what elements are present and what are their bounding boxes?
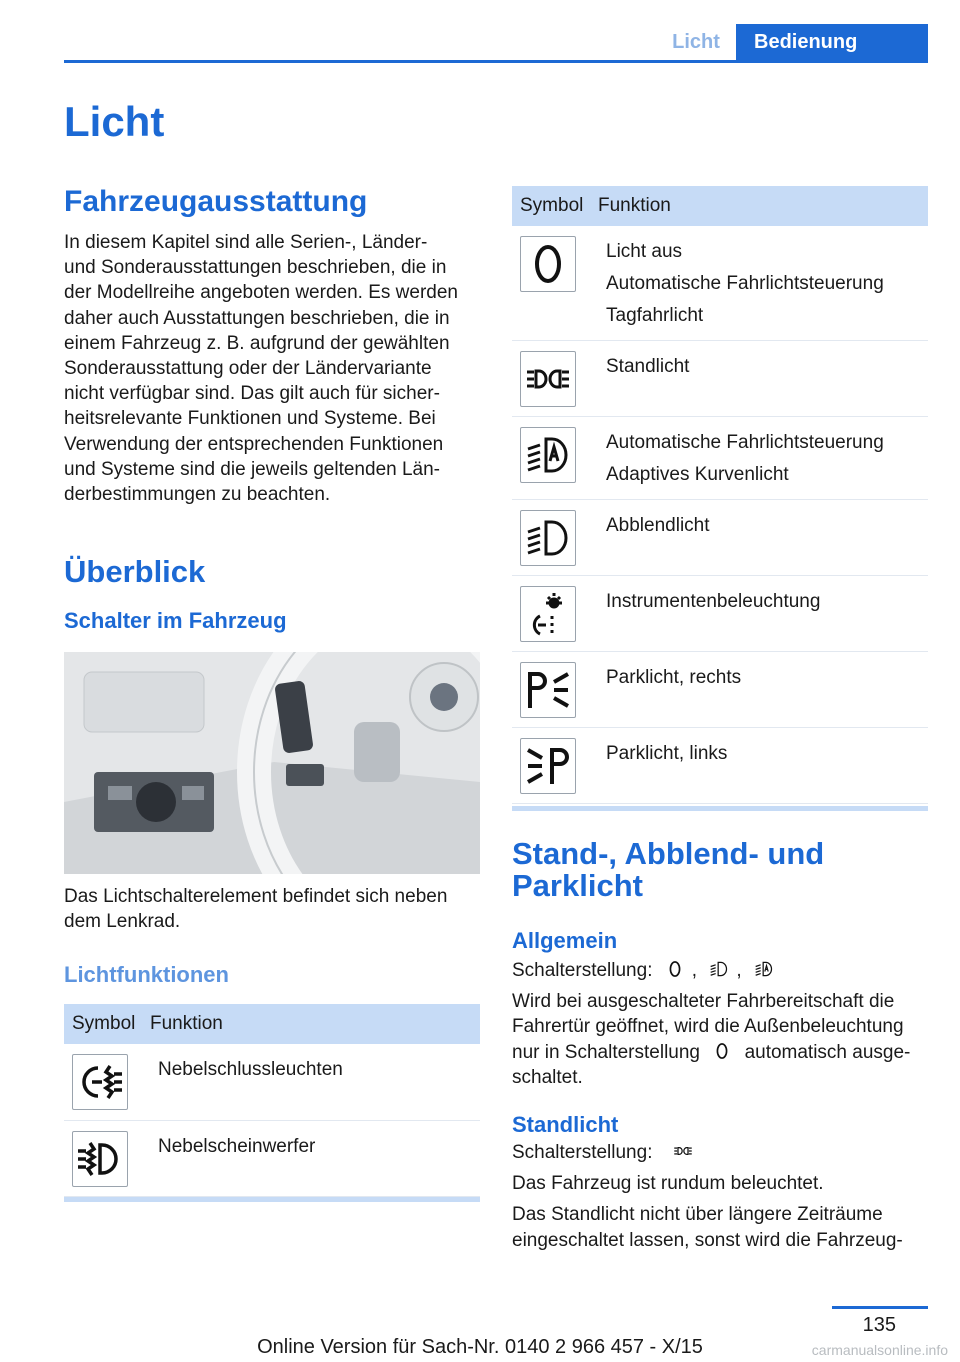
header-rule — [64, 60, 928, 63]
light-off-icon — [709, 1041, 735, 1061]
page-header — [0, 0, 960, 62]
page-title: Licht — [64, 98, 165, 145]
auto-light-icon — [520, 427, 576, 483]
auto-light-icon — [751, 959, 777, 979]
section-caption — [64, 884, 480, 988]
section-ueberblick — [64, 556, 480, 634]
section-fahrzeugausstattung — [64, 186, 480, 507]
table-left-container — [64, 1004, 480, 1202]
table-left — [64, 1004, 480, 1197]
park-right-icon — [520, 662, 576, 718]
low-beam-icon — [520, 510, 576, 566]
footer-rule — [832, 1306, 928, 1309]
steering-wheel-photo — [64, 652, 480, 874]
header-tab-chapter[interactable]: Bedienung — [736, 24, 928, 60]
photo-caption: Das Lichtschalterelement befindet sich neben dem Lenkrad. — [64, 886, 448, 933]
heading-standlicht: Standlicht — [512, 1112, 619, 1138]
parking-lights-icon — [662, 1141, 704, 1161]
heading-stand-abblend: Stand-, Abblend- und Parklicht — [512, 836, 825, 903]
park-left-icon — [520, 738, 576, 794]
table-row: Parklicht, rechts — [512, 652, 928, 728]
table-right — [512, 186, 928, 804]
footer-version-text: Online Version für Sach-Nr. 0140 2 966 457 - X/15 — [257, 1336, 703, 1358]
light-off-icon — [520, 236, 576, 292]
page-number: 135 — [862, 1314, 896, 1336]
heading-allgemein: Allgemein — [512, 928, 618, 953]
allgemein-paragraph: Schalterstellung: , , Wird bei ausgeschalteter Fahrbereitschaft die Fahrertür geöffnet, wird die Außenbeleuchtung nur in Schalterstellung automatisch ausge- schaltet. — [512, 958, 928, 1090]
table-row: Nebelscheinwerfer — [64, 1120, 480, 1196]
watermark: carmanualsonline.info — [811, 1342, 948, 1358]
parking-lights-icon — [520, 351, 576, 407]
light-off-icon — [662, 959, 688, 979]
heading-schalter: Schalter im Fahrzeug — [64, 608, 287, 633]
table-row: Nebelschlussleuchten — [64, 1044, 480, 1120]
allgemein-switch-line: Schalterstellung: , , — [512, 958, 928, 983]
table-row: Parklicht, links — [512, 728, 928, 804]
fog-front-icon — [72, 1131, 128, 1187]
table-left-end-rule — [64, 1197, 480, 1202]
fahrzeug-paragraph: In diesem Kapitel sind alle Serien-, Länder- und Sonderausstattungen beschrieben, die in der Modellreihe angeboten werden. Es werden daher auch Ausstattungen beschrieben, die in einem Fahrzeug z. B. aufgrund der gewählten Sonderausstattung oder der Ländervariante nicht verfügbar sind. Das gilt auch für sicher- heitsrelevante Funktionen und Systeme. Bei Verwendung der entsprechenden Funktionen und Systeme sind die jeweils geltenden Län- derbestimmungen zu beachten. — [64, 232, 458, 506]
standlicht-switch-line: Schalterstellung: — [512, 1140, 928, 1165]
table-right-end-rule — [512, 806, 928, 811]
low-beam-icon — [706, 959, 732, 979]
table-row: Licht aus Automatische Fahrlichtsteuerung Tagfahrlicht — [512, 226, 928, 341]
table-row: Automatische Fahrlichtsteuerung Adaptives Kurvenlicht — [512, 417, 928, 500]
table-row: Abblendlicht — [512, 500, 928, 576]
table-left-header: Symbol Funktion — [64, 1004, 480, 1044]
table-row: Standlicht — [512, 341, 928, 417]
fog-rear-icon — [72, 1054, 128, 1110]
heading-lichtfunktionen: Lichtfunktionen — [64, 962, 229, 988]
section-stand-abblend — [512, 838, 928, 1253]
heading-ueberblick: Überblick — [64, 554, 206, 589]
header-tab-section[interactable]: Licht — [672, 30, 720, 53]
heading-fahrzeugausstattung: Fahrzeugausstattung — [64, 185, 368, 218]
steering-wheel-illustration — [64, 652, 480, 874]
instrument-lighting-icon — [520, 586, 576, 642]
standlicht-paragraph: Schalterstellung: Das Fahrzeug ist rundum beleuchtet. Das Standlicht nicht über längere Zeiträume eingeschaltet lassen, sonst wird die Fahrzeug- — [512, 1140, 928, 1253]
table-right-header: Symbol Funktion — [512, 186, 928, 226]
table-row: Instrumentenbeleuchtung — [512, 576, 928, 652]
table-right-container — [512, 186, 928, 811]
